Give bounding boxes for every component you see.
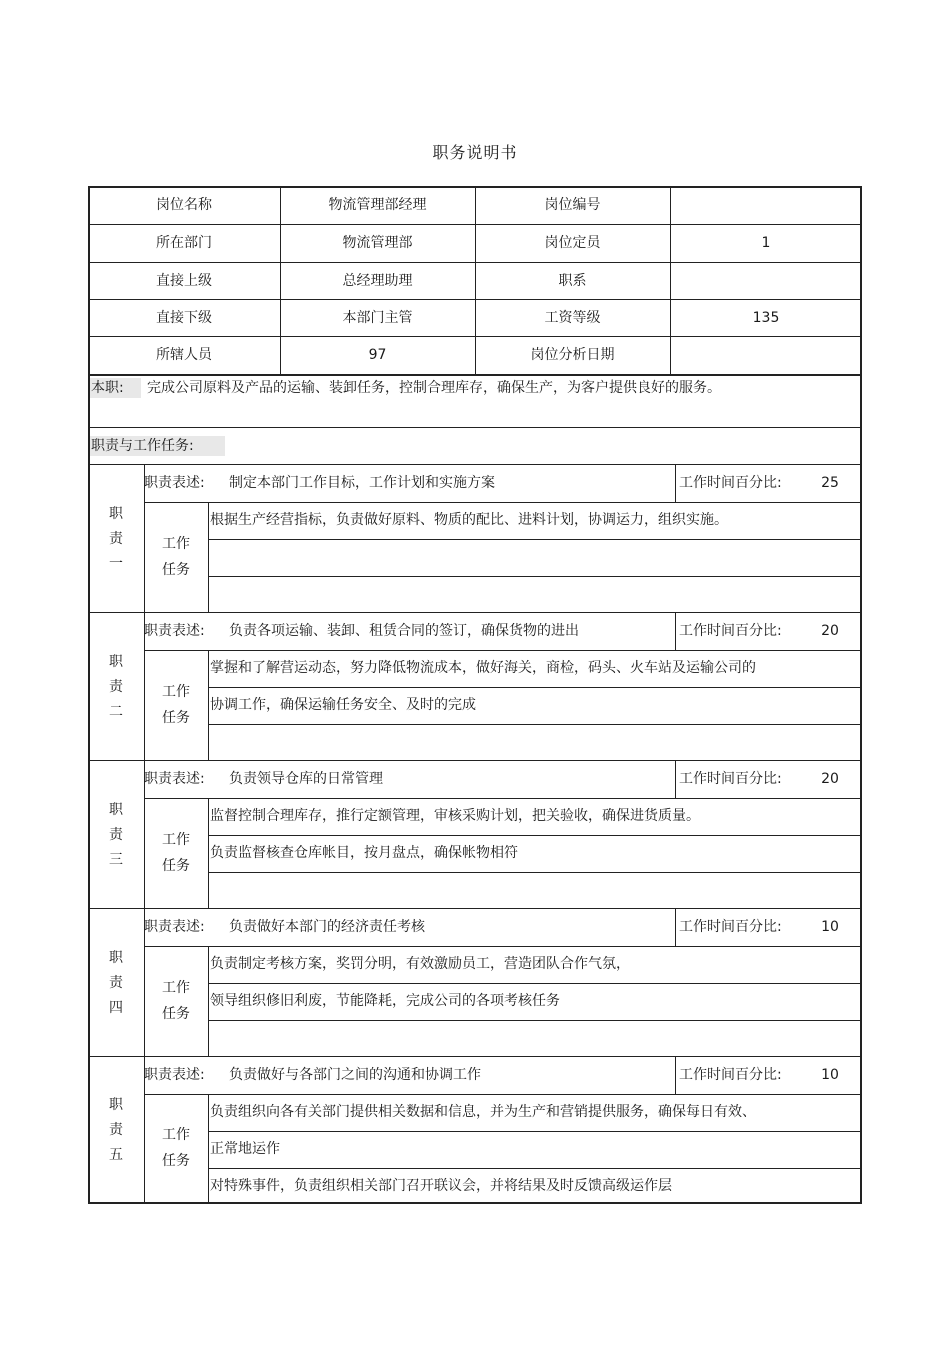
info-field-value: 135 [752,309,780,326]
duty-name-char: 责 [109,827,123,843]
duty-name-char: 四 [109,1000,123,1016]
duty-desc: 负责做好与各部门之间的沟通和协调工作 [229,1067,481,1083]
table-rule [88,374,862,376]
info-field-label: 所在部门 [156,235,212,251]
table-rule [675,908,676,946]
info-field-value: 97 [368,347,387,363]
table-rule [88,1056,862,1057]
task-label: 任务 [162,1006,190,1022]
task-label: 工作 [162,1127,190,1143]
info-field-label: 所辖人员 [156,347,212,363]
table-rule [88,427,862,428]
core-duty-label: 本职: [90,378,141,398]
table-rule [860,186,862,1204]
info-field-value: 物流管理部 [342,235,413,251]
table-rule [88,612,862,613]
duty-name-char: 职 [109,950,123,966]
task-line: 监督控制合理库存，推行定额管理，审核采购计划，把关验收，确保进货质量。 [210,808,700,824]
table-rule [208,576,862,577]
duty-desc-label: 职责表述: [144,771,205,787]
duty-name-char: 责 [109,531,123,547]
table-rule [88,760,862,761]
duty-name-char: 职 [109,1097,123,1113]
duty-name-char: 职 [109,654,123,670]
info-field-label: 职系 [558,272,587,289]
time-percent-value: 10 [821,919,839,935]
info-field-label: 直接下级 [156,309,212,326]
table-rule [144,650,862,651]
table-rule [208,798,209,908]
duty-desc-label: 职责表述: [144,475,205,491]
task-label: 任务 [162,1153,190,1169]
task-label: 工作 [162,832,190,848]
task-label: 任务 [162,858,190,874]
table-rule [675,464,676,502]
table-rule [670,186,671,374]
table-rule [208,835,862,836]
info-field-value: 物流管理部经理 [328,197,427,213]
time-percent-label: 工作时间百分比: [679,919,782,935]
table-rule [208,687,862,688]
task-label: 工作 [162,980,190,996]
table-rule [208,650,209,760]
duty-desc: 负责各项运输、装卸、租赁合同的签订，确保货物的进出 [229,623,579,639]
table-rule [208,502,209,612]
info-field-label: 工资等级 [544,309,601,326]
time-percent-label: 工作时间百分比: [679,771,782,787]
duty-name-char: 二 [109,704,123,720]
table-rule [88,1202,862,1204]
table-rule [675,612,676,650]
task-line: 负责组织向各有关部门提供相关数据和信息，并为生产和营销提供服务，确保每日有效、 [210,1104,756,1120]
duty-name-char: 职 [109,506,123,522]
time-percent-value: 20 [821,771,839,787]
table-rule [675,1056,676,1094]
duty-name-char: 三 [109,852,123,868]
table-rule [208,983,862,984]
page-title: 职务说明书 [432,143,518,162]
duty-name-char: 一 [109,556,123,572]
table-rule [88,464,862,465]
task-line: 根据生产经营指标，负责做好原料、物质的配比、进料计划，协调运力，组织实施。 [210,512,728,528]
table-rule [144,798,862,799]
task-line: 负责监督核查仓库帐目，按月盘点，确保帐物相符 [210,845,518,861]
task-line: 领导组织修旧利废，节能降耗，完成公司的各项考核任务 [210,993,560,1009]
time-percent-label: 工作时间百分比: [679,475,782,491]
table-rule [208,724,862,725]
table-rule [208,946,209,1056]
task-label: 工作 [162,684,190,700]
table-rule [144,946,862,947]
task-line: 负责制定考核方案，奖罚分明，有效激励员工，营造团队合作气氛， [210,956,630,972]
duty-desc-label: 职责表述: [144,623,205,639]
table-rule [144,502,862,503]
table-rule [208,1094,209,1202]
task-label: 任务 [162,562,190,578]
duty-name-char: 五 [109,1147,123,1163]
time-percent-label: 工作时间百分比: [679,1067,782,1083]
task-line: 掌握和了解营运动态，努力降低物流成本，做好海关，商检，码头、火车站及运输公司的 [210,660,756,676]
duty-desc: 负责做好本部门的经济责任考核 [229,919,425,935]
time-percent-value: 25 [821,475,839,491]
table-rule [675,760,676,798]
job-description-table [88,186,862,1204]
info-field-value: 总经理助理 [342,272,413,289]
task-label: 工作 [162,536,190,552]
info-field-label: 岗位编号 [544,197,601,213]
task-label: 任务 [162,710,190,726]
table-rule [144,1094,862,1095]
duty-desc: 制定本部门工作目标，工作计划和实施方案 [229,475,495,491]
task-line: 协调工作，确保运输任务安全、及时的完成 [210,697,476,713]
core-duty-text: 完成公司原料及产品的运输、装卸任务，控制合理库存，确保生产，为客户提供良好的服务。 [147,380,721,396]
table-rule [208,539,862,540]
duty-desc-label: 职责表述: [144,1067,205,1083]
task-line: 正常地运作 [210,1141,280,1157]
duties-header: 职责与工作任务: [90,436,225,456]
table-rule [208,1131,862,1132]
duty-name-char: 责 [109,679,123,695]
table-rule [208,1168,862,1169]
info-field-label: 岗位定员 [544,235,601,251]
duty-name-char: 责 [109,1122,123,1138]
time-percent-value: 10 [821,1067,839,1083]
table-rule [88,908,862,909]
info-field-value: 1 [761,235,771,251]
duty-desc: 负责领导仓库的日常管理 [229,771,383,787]
info-field-label: 直接上级 [156,272,212,289]
time-percent-label: 工作时间百分比: [679,623,782,639]
table-rule [208,872,862,873]
info-field-label: 岗位名称 [156,197,212,213]
table-rule [208,1020,862,1021]
info-field-value: 本部门主管 [342,309,413,326]
duty-desc-label: 职责表述: [144,919,205,935]
duty-name-char: 责 [109,975,123,991]
task-line: 对特殊事件，负责组织相关部门召开联议会，并将结果及时反馈高级运作层 [210,1178,672,1194]
time-percent-value: 20 [821,623,839,639]
info-field-label: 岗位分析日期 [530,347,615,363]
duty-name-char: 职 [109,802,123,818]
